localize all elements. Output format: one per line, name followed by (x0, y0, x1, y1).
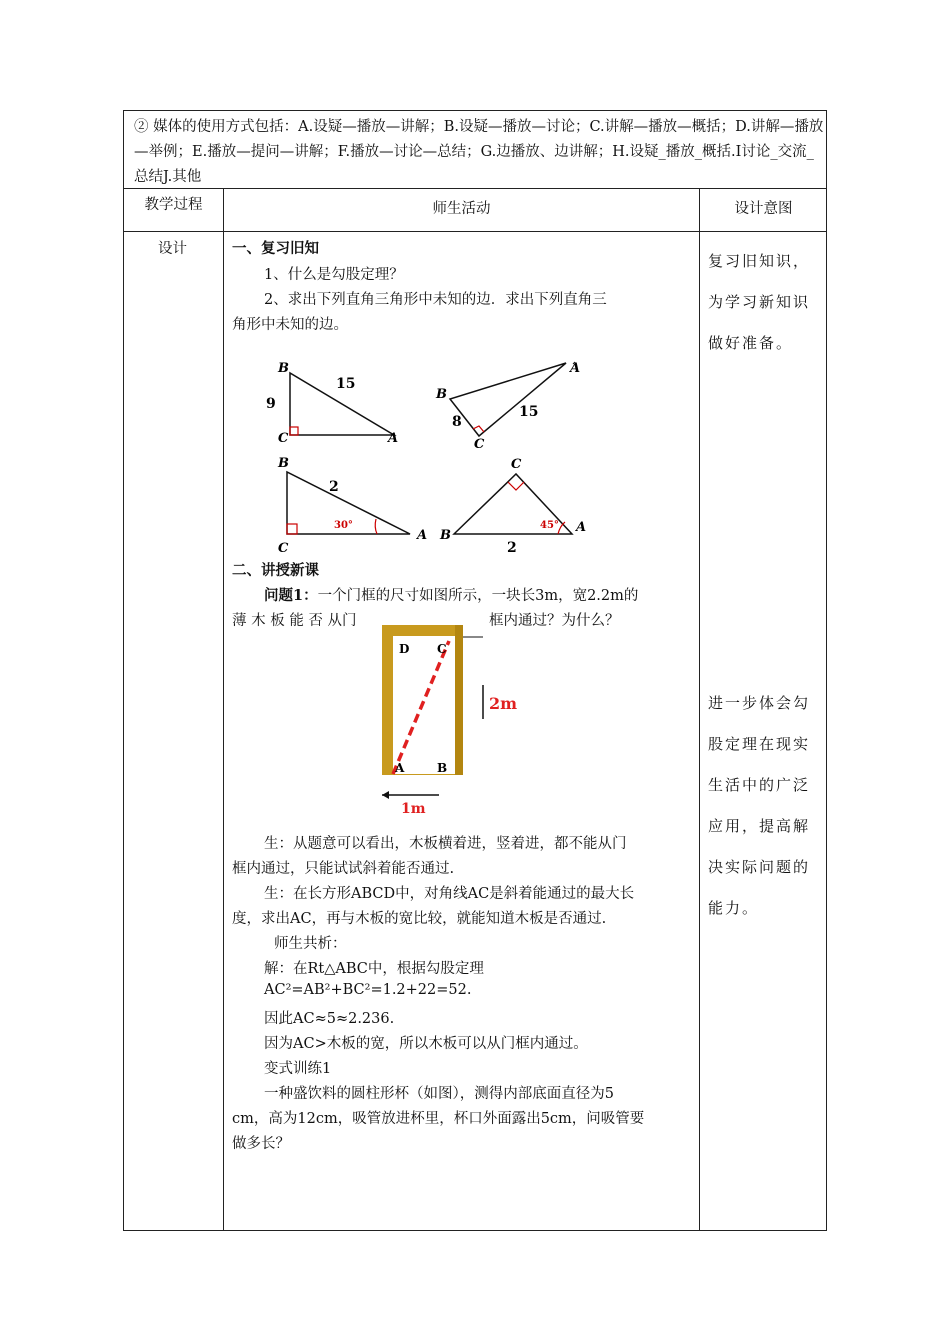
problem-1 (264, 584, 638, 605)
t1-hyp: 15 (336, 376, 356, 392)
width-label: 1m (401, 801, 426, 813)
question-1: 1、什么是勾股定理？ (264, 267, 404, 283)
question-2: 2、求出下列直角三角形中未知的边．求出下列直角三 (264, 292, 607, 308)
triangle-figures (254, 356, 604, 556)
media-usage-note: ② 媒体的使用方式包括：A.设疑—播放—讲解；B.设疑—播放—讨论；C.讲解—播放—概括；D.讲解—播放—举例；E.播放—提问—讲解；F.播放—讨论—总结；G.边播放、边讲解；H.设疑_播放_概括.I讨论_交流_总结J.其他 (134, 119, 824, 185)
col-divider (223, 188, 224, 1230)
intent-line: 为学习新知识 (708, 293, 811, 311)
lesson-table (123, 110, 827, 1231)
student-1-cont: 框内通过，只能试试斜着能否通过. (232, 861, 455, 877)
t2-hyp: 15 (519, 404, 539, 420)
label-b: B (437, 761, 448, 775)
intent-line: 应用，提高解 (708, 817, 811, 835)
t4-label-b: B (440, 528, 451, 543)
intent-line: 做好准备。 (708, 334, 794, 352)
solution-line-2: AC²=AB²+BC²=1.2+22=52. (264, 982, 472, 998)
door-frame-figure (379, 623, 519, 813)
row-divider (124, 188, 826, 189)
header-intent: 设计意图 (734, 201, 793, 217)
problem-1-cont-b: 框内通过？为什么？ (489, 613, 620, 629)
section1-title: 一、复习旧知 (232, 240, 319, 257)
t1-label-b: B (278, 361, 289, 376)
triangle-2 (450, 363, 566, 436)
height-label: 2m (489, 694, 518, 713)
right-angle-mark (290, 427, 298, 435)
header-process: 教学过程 (144, 197, 203, 213)
variation-title: 变式训练1 (264, 1061, 332, 1077)
intent-line: 复习旧知识， (708, 252, 811, 270)
t3-label-c: C (278, 541, 289, 556)
label-d: D (399, 642, 410, 656)
intent-line: 决实际问题的 (708, 858, 811, 876)
intent-application (708, 683, 823, 929)
solution-line-4: 因为AC>木板的宽，所以木板可以从门框内通过。 (264, 1036, 588, 1052)
label-c: C (437, 642, 447, 656)
t3-angle: 30° (334, 520, 353, 531)
problem-1-cont-a: 薄 木 板 能 否 从门 (232, 613, 357, 629)
t4-label-c: C (511, 457, 522, 472)
t4-label-a: A (576, 520, 587, 535)
right-angle-mark (508, 482, 524, 490)
design-label: 设计 (158, 241, 187, 257)
t1-label-a: A (388, 431, 399, 446)
label-a: A (395, 761, 405, 775)
intent-line: 能力。 (708, 899, 760, 917)
t4-angle: 45° (540, 520, 559, 531)
header-activity: 师生活动 (432, 201, 491, 217)
row-divider (124, 231, 826, 232)
t2-label-c: C (474, 437, 485, 452)
section2-title: 二、讲授新课 (232, 562, 319, 579)
t3-label-a: A (417, 528, 428, 543)
right-angle-mark (287, 524, 297, 534)
t3-label-b: B (278, 456, 289, 471)
intent-line: 股定理在现实 (708, 735, 811, 753)
t3-hyp: 2 (329, 479, 339, 495)
student-2: 生：在长方形ABCD中，对角线AC是斜着能通过的最大长 (264, 886, 635, 902)
t4-base: 2 (507, 540, 517, 556)
problem-label: 问题1： (264, 587, 318, 604)
t2-label-b: B (436, 387, 447, 402)
variation-text-cont: cm，高为12cm，吸管放进杯里，杯口外面露出5cm，问吸管要 (232, 1111, 645, 1127)
solution-line-1: 解：在Rt△ABC中，根据勾股定理 (264, 961, 484, 977)
intent-line: 生活中的广泛 (708, 776, 811, 794)
student-1: 生：从题意可以看出，木板横着进，竖着进，都不能从门 (264, 836, 627, 852)
t2-side: 8 (452, 414, 462, 430)
t1-label-c: C (278, 431, 289, 446)
problem-text: 一个门框的尺寸如图所示，一块长3m，宽2.2m的 (317, 588, 639, 604)
intent-line: 进一步体会勾 (708, 694, 811, 712)
col-divider (699, 188, 700, 1230)
solution-line-3: 因此AC≈5≈2.236. (264, 1011, 395, 1027)
variation-text-end: 做多长？ (232, 1136, 290, 1152)
t2-label-a: A (570, 361, 581, 376)
angle-arc (375, 519, 377, 534)
question-2-cont: 角形中未知的边。 (232, 317, 348, 333)
intent-review (708, 241, 823, 364)
joint-analysis: 师生共析： (274, 936, 347, 952)
student-2-cont: 度，求出AC，再与木板的宽比较，就能知道木板是否通过. (232, 911, 607, 927)
variation-text: 一种盛饮料的圆柱形杯（如图），测得内部底面直径为5 (264, 1086, 614, 1102)
t1-side: 9 (266, 396, 276, 412)
